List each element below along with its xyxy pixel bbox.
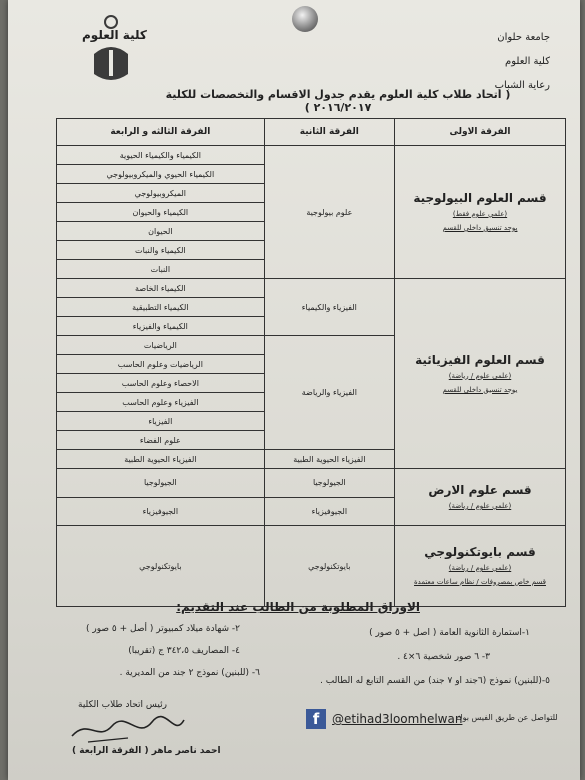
faculty-logo xyxy=(76,10,146,90)
bio-second: علوم بيولوجية xyxy=(264,146,394,279)
requirements-title: الاوراق المطلوبة من الطالب عند التقديم: xyxy=(176,600,420,614)
phys-chem-second: الفيزياء والكيمياء xyxy=(264,279,394,336)
sub-spec: الميكروبيولوجي xyxy=(57,184,265,203)
sub-spec: الفيزياء الحيوية الطبية xyxy=(57,450,265,469)
col-second-year: الفرقة الثانية xyxy=(264,119,394,146)
table-header-row xyxy=(57,119,566,146)
dept-biotech: قسم بايوتكنولوجي xyxy=(424,545,536,559)
phys-math-second: الفيزياء والرياضة xyxy=(264,336,394,450)
dept-phys: قسم العلوم الفيزيائية xyxy=(415,352,545,367)
sub-spec: الحيوان xyxy=(57,222,265,241)
signature-name: احمد ناصر ماهر ( الفرقة الرابعة ) xyxy=(72,746,221,756)
sub-spec: الكيمياء والكيمياء الحيوية xyxy=(57,146,265,165)
dept-phys-coord: يوجد تنسيق داخلي للقسم xyxy=(442,385,518,394)
dept-phys-cell xyxy=(394,279,565,469)
geology-second: الجيولوجيا xyxy=(264,469,394,498)
table-row xyxy=(57,526,566,607)
sub-spec: الجيوفيزياء xyxy=(57,497,265,526)
dept-earth-note: (علمي علوم / رياضة) xyxy=(448,502,512,510)
sub-spec: النبات xyxy=(57,260,265,279)
dept-earth-cell xyxy=(394,469,565,526)
departments-table xyxy=(56,118,566,607)
table-row xyxy=(57,469,566,498)
handwritten-signature xyxy=(68,712,188,746)
signature-title: رئيس اتحاد طلاب الكلية xyxy=(78,700,167,710)
dept-bio: قسم العلوم البيولوجية xyxy=(413,191,547,205)
requirement-2: ٢- شهادة ميلاد كمبيوتر ( أصل + ٥ صور ) xyxy=(86,624,240,634)
sub-spec: الكيمياء والنبات xyxy=(57,241,265,260)
facebook-note: للتواصل عن طريق الفيس بوك xyxy=(456,713,558,722)
dept-biotech-cell xyxy=(394,526,565,607)
sub-spec: بايوتكنولوجي xyxy=(57,526,265,607)
sub-spec: علوم الفضاء xyxy=(57,431,265,450)
dept-bio-note: (علمي علوم فقط) xyxy=(452,210,508,218)
requirement-6: ٦- (للبنين) نموذج ٢ جند من المديرية . xyxy=(119,668,260,678)
sub-spec: الاحصاء وعلوم الحاسب xyxy=(57,374,265,393)
dept-earth: قسم علوم الارض xyxy=(428,483,532,497)
requirement-4: ٤- المصاريف ٣٤٢،٥ ج (تقريبا) xyxy=(128,646,240,656)
dept-biotech-note: (علمي علوم / رياضة) xyxy=(448,564,512,572)
sub-spec: الكيمياء الخاصة xyxy=(57,279,265,298)
sub-spec: الرياضيات وعلوم الحاسب xyxy=(57,355,265,374)
table-row xyxy=(57,146,566,165)
youth-care: رعاية الشباب xyxy=(494,80,550,91)
page-title: ( اتحاد طلاب كلية العلوم يقدم جدول الاقسام والتخصصات للكلية ٢٠١٦/٢٠١٧ ) xyxy=(165,88,511,114)
logo-text: كلية العلوم xyxy=(82,28,147,42)
sub-spec: الكيمياء التطبيقية xyxy=(57,298,265,317)
college-name: كلية العلوم xyxy=(505,56,550,67)
dept-bio-cell xyxy=(394,146,565,279)
sub-spec: الفيزياء وعلوم الحاسب xyxy=(57,393,265,412)
dept-phys-note: (علمي علوم / رياضة) xyxy=(448,371,512,380)
document-paper xyxy=(8,0,580,780)
sub-spec: الكيمياء والحيوان xyxy=(57,203,265,222)
dept-bio-coord: يوجد تنسيق داخلي للقسم xyxy=(442,224,518,232)
col-first-year: الفرقة الاولى xyxy=(394,119,565,146)
university-name: جامعة حلوان xyxy=(497,32,550,43)
facebook-handle[interactable]: @etihad3loomhelwan xyxy=(332,712,463,726)
requirement-5: ٥-(للبنين) نموذج (٦جند او ٧ جند) من القسم التابع له الطالب . xyxy=(320,676,550,686)
requirement-1: ١-استمارة الثانوية العامة ( اصل + ٥ صور ) xyxy=(369,628,530,638)
biophys-second: الفيزياء الحيوية الطبية xyxy=(264,450,394,469)
sub-spec: الجيولوجيا xyxy=(57,469,265,498)
sub-spec: الكيمياء الحيوي والميكروبيولوجي xyxy=(57,165,265,184)
geophysics-second: الجيوفيزياء xyxy=(264,497,394,526)
pushpin xyxy=(292,6,318,32)
facebook-icon: f xyxy=(306,709,326,729)
table-row xyxy=(57,279,566,298)
col-third-fourth-year: الفرقة الثالثه و الرابعة xyxy=(57,119,265,146)
sub-spec: الرياضيات xyxy=(57,336,265,355)
requirement-3: ٣- ٦ صور شخصية ٦×٤ . xyxy=(397,652,490,662)
biotech-second: بايوتكنولوجي xyxy=(264,526,394,607)
sub-spec: الفيزياء xyxy=(57,412,265,431)
sub-spec: الكيمياء والفيزياء xyxy=(57,317,265,336)
dept-biotech-fees: قسم خاص بمصروفات / نظام ساعات معتمدة xyxy=(414,578,546,586)
